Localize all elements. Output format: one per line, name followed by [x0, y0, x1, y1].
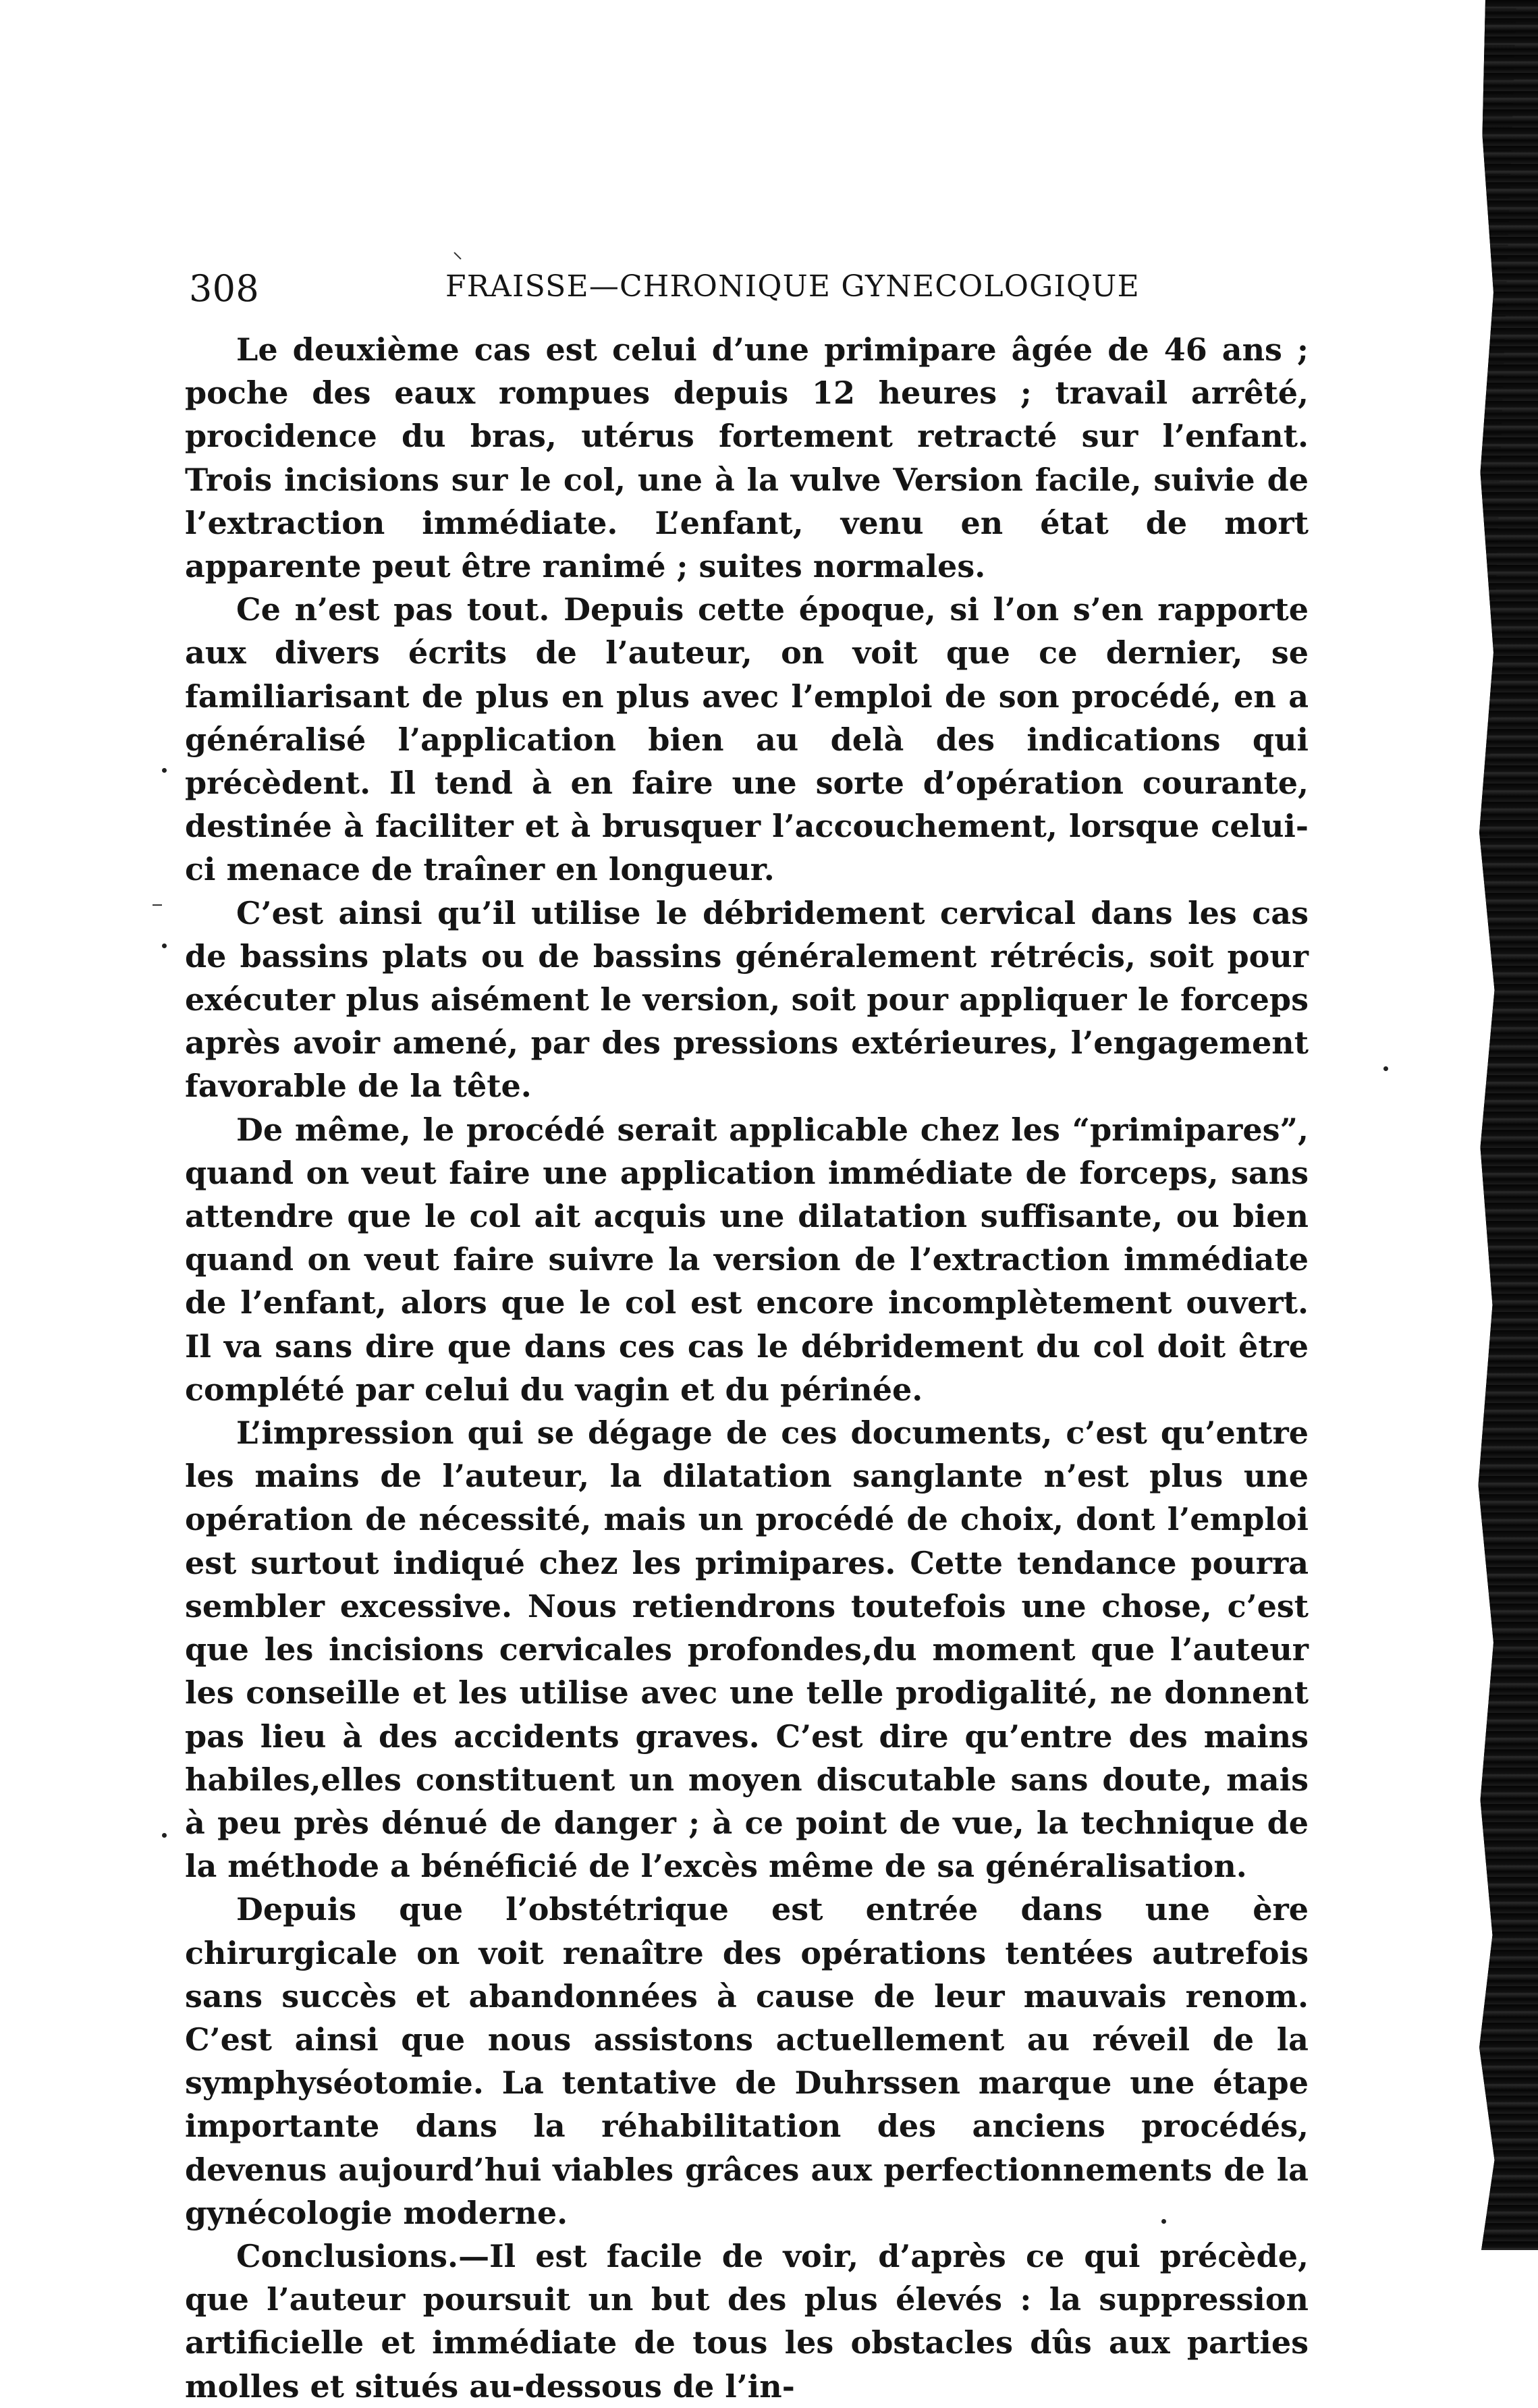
paragraph-impression: L’impression qui se dégage de ces documents, c’est qu’entre les mains de l’auteur, la dilatation sanglante n’est plus une opération de nécessité, mais un procédé de choix, dont l’emploi est surtout indiqué chez les primipares. Cette tendance pourra sembler excessive. Nous retiendrons toutefois une chose, c’est que les incisions cervicales profondes,du moment que l’auteur les conseille et les utilise avec une telle prodigalité, ne donnent pas lieu à des accidents graves. C’est dire qu’entre des mains habiles,elles constituent un moyen discutable sans doute, mais à peu près dénué de danger ; à ce point de vue, la technique de la méthode a bénéficié de l’excès même de sa généralisation.: [185, 1415, 1309, 1885]
scan-speck: [1161, 2219, 1166, 2224]
scan-speck: [1383, 1066, 1388, 1071]
scan-speck: [162, 768, 167, 773]
page-header: [189, 267, 1323, 312]
paragraph-primipares-application: De même, le procédé serait applicable chez les “primipares”, quand on veut faire une application immédiate de forceps, sans attendre que le col ait acquis une dilatation suffisante, ou bien quand on veut faire suivre la version de l’extraction immédiate de l’enfant, alors que le col est encore incomplètement ouvert. Il va sans dire que dans ces cas le débridement du col doit être complété par celui du vagin et du périnée.: [185, 1111, 1309, 1408]
scan-speck: [162, 1833, 167, 1838]
paragraph-cervical-debridement: C’est ainsi qu’il utilise le débridement cervical dans les cas de bassins plats ou de bassins généralement rétrécis, soit pour exécuter plus aisément le version, soit pour appliquer le forceps après avoir amené, par des pressions extérieures, l’engagement favorable de la tête.: [185, 894, 1309, 1105]
page-number: 308: [189, 267, 259, 310]
paragraph-case-report: Le deuxième cas est celui d’une primipare âgée de 46 ans ; poche des eaux rompues depuis 12 heures ; travail arrêté, procidence du bras, utérus fortement retracté sur l’enfant. Trois incisions sur le col, une à la vulve Version facile, suivie de l’extraction immédiate. L’enfant, venu en état de mort apparente peut être ranimé ; suites normales.: [185, 331, 1309, 585]
scan-speck: [162, 943, 167, 948]
paragraph-generalized-procedure: Ce n’est pas tout. Depuis cette époque, si l’on s’en rapporte aux divers écrits de l’auteur, on voit que ce dernier, se familiarisant de plus en plus avec l’emploi de son procédé, en a généralisé l’application bien au delà des indications qui précèdent. Il tend à en faire une sorte d’opération courante, destinée à faciliter et à brusquer l’accouchement, lorsque celui-ci menace de traîner en longueur.: [185, 591, 1309, 888]
scan-mark: [454, 252, 461, 259]
body-text: [185, 328, 1309, 2408]
paragraph-conclusions: Conclusions.—Il est facile de voir, d’après ce qui précède, que l’auteur poursuit un but des plus élevés : la suppression artificielle et immédiate de tous les obstacles dûs aux parties molles et situés au-dessous de l’in-: [185, 2237, 1309, 2405]
paragraph-symphyseotomy: Depuis que l’obstétrique est entrée dans une ère chirurgicale on voit renaître des opérations tentées autrefois sans succès et abandonnées à cause de leur mauvais renom. C’est ainsi que nous assistons actuellement au réveil de la symphyséotomie. La tentative de Duhrssen marque une étape importante dans la réhabilitation des anciens procédés, devenus aujourd’hui viables grâces aux perfectionnements de la gynécologie moderne.: [185, 1891, 1309, 2231]
running-title: FRAISSE—CHRONIQUE GYNECOLOGIQUE: [445, 269, 1140, 304]
scanned-page-edge: [1437, 0, 1538, 2250]
scan-mark: [153, 904, 162, 906]
